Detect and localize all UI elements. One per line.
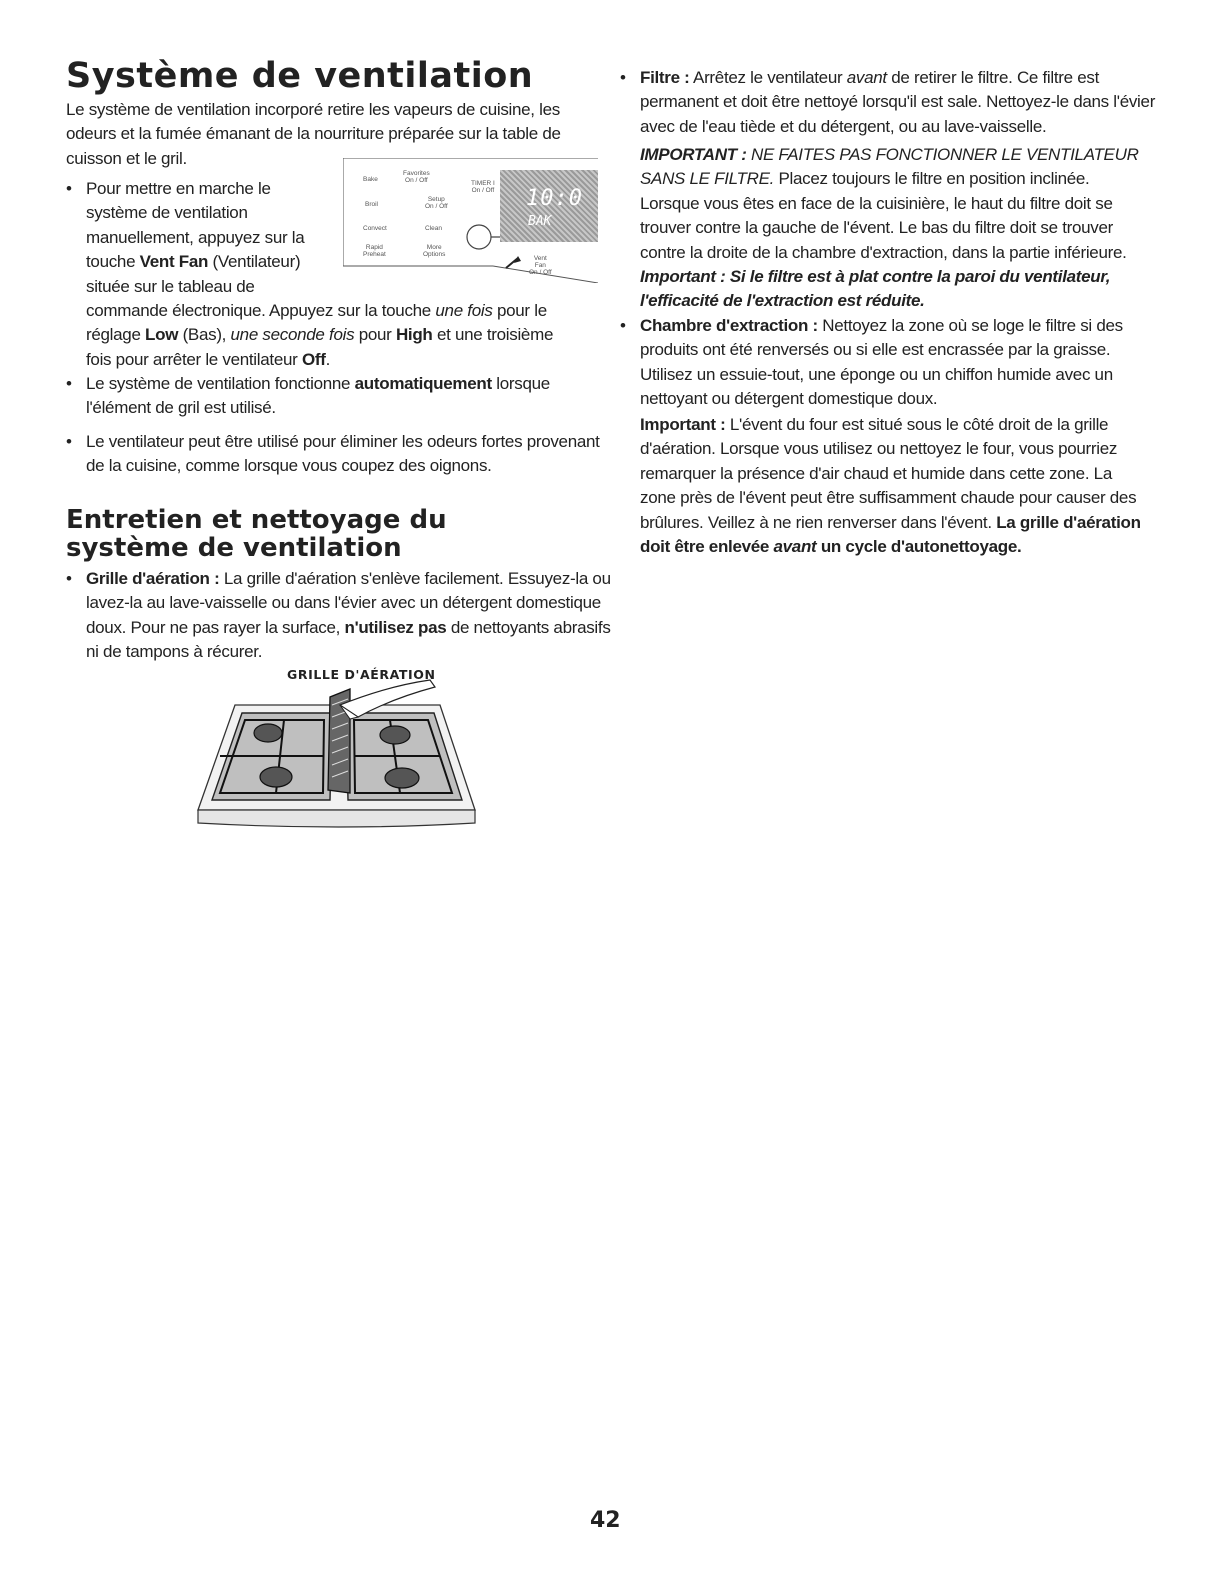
bullet-line: commande électronique. Appuyez sur la touche une fois pour le xyxy=(86,301,547,321)
bullet-line: manuellement, appuyez sur la xyxy=(86,227,305,247)
display-time: 10:0 xyxy=(526,186,583,211)
bullet-line: située sur le tableau de xyxy=(86,276,255,296)
display-mode: BAK xyxy=(528,214,552,229)
vent-grille-figure xyxy=(190,675,480,835)
figure-caption: GRILLE D'AÉRATION xyxy=(287,667,436,682)
bullet-line: système de ventilation xyxy=(86,203,248,223)
convect-key: Convect xyxy=(363,225,387,232)
bullet-grille: • Grille d'aération : La grille d'aération s'enlève facilement. Essuyez-la ou lavez-la au lave-vaisselle ou dans l'évier avec un détergent domestique doux. Pour ne pas rayer la surface, n'utilisez pas de nettoyants abrasifs ni de tampons à récurer. xyxy=(66,567,616,665)
oven-display xyxy=(500,170,598,242)
section-title-maintenance: Entretien et nettoyage du système de ventilation xyxy=(66,505,447,563)
bullet-automatic: • Le système de ventilation fonctionne automatiquement lorsque l'élément de gril est utilisé. xyxy=(66,372,614,421)
vent-fan-key: Vent Fan xyxy=(139,252,209,272)
setup-key: Setup On / Off xyxy=(425,196,448,210)
bullet-extraction-chamber: • Chambre d'extraction : Nettoyez la zone où se loge le filtre si des produits ont été renversés ou si elle est encrassée par la graisse. Utilisez un essuie-tout, une éponge ou un chiffon humide avec un nettoyant ou détergent domestique doux. xyxy=(620,314,1162,412)
timer-key: TIMER I On / Off xyxy=(471,180,495,194)
favorites-key: Favorites On / Off xyxy=(403,170,430,184)
bake-key: Bake xyxy=(363,176,378,183)
intro-text: Le système de ventilation incorporé retire les vapeurs de cuisine, les odeurs et la fumée émanant de la nourriture préparée sur la table de cuisson et le gril. xyxy=(66,100,561,168)
page-number: 42 xyxy=(590,1508,621,1533)
bullet-odors: • Le ventilateur peut être utilisé pour éliminer les odeurs fortes provenant de la cuisine, comme lorsque vous coupez des oignons. xyxy=(66,430,614,479)
broil-key: Broil xyxy=(365,201,379,208)
section-title: Système de ventilation xyxy=(66,56,534,96)
bullet-line: touche Vent Fan (Ventilateur) xyxy=(86,252,301,272)
bullet-filter: • Filtre : Arrêtez le ventilateur avant de retirer le filtre. Ce filtre est permanent et doit être nettoyé lorsqu'il est sale. Nettoyez-le dans l'évier avec de l'eau tiède et du détergent, ou au lave-vaisselle. xyxy=(620,66,1162,139)
important-oven-vent-note: Important : L'évent du four est situé sous le côté droit de la grille d'aération. Lorsque vous utilisez ou nettoyez le four, vous pourriez remarquer la présence d'air chaud et humide dans cette zone. La zone près de l'évent peut être suffisamment chaude pour causer des brûlures. Veillez à ne rien renverser dans l'évent. La grille d'aération doit être enlevée avant un cycle d'autonettoyage. xyxy=(640,415,1141,557)
more-options-key: More Options xyxy=(423,244,446,258)
rapid-preheat-key: Rapid Preheat xyxy=(363,244,386,258)
important-filter-note: IMPORTANT : NE FAITES PAS FONCTIONNER LE VENTILATEUR SANS LE FILTRE. Placez toujours le filtre en position inclinée. Lorsque vous êtes en face de la cuisinière, le haut du filtre doit se trouver contre la gauche de l'évent. Le bas du filtre doit se trouver contre la droite de la chambre d'extraction, dans la partie inférieure. Important : Si le filtre est à plat contre la paroi du ventilateur, l'efficacité de l'extraction est réduite. xyxy=(640,145,1139,311)
cooktop-illustration xyxy=(190,675,480,835)
control-panel-figure xyxy=(343,158,598,283)
bullet-line: réglage Low (Bas), une seconde fois pour High et une troisième xyxy=(86,325,554,345)
bullet-line: fois pour arrêter le ventilateur Off. xyxy=(86,349,331,369)
vent-fan-panel-key: Vent Fan On / Off xyxy=(529,255,552,276)
bullet-line: • Pour mettre en marche le xyxy=(86,179,271,198)
clean-key: Clean xyxy=(425,225,442,232)
